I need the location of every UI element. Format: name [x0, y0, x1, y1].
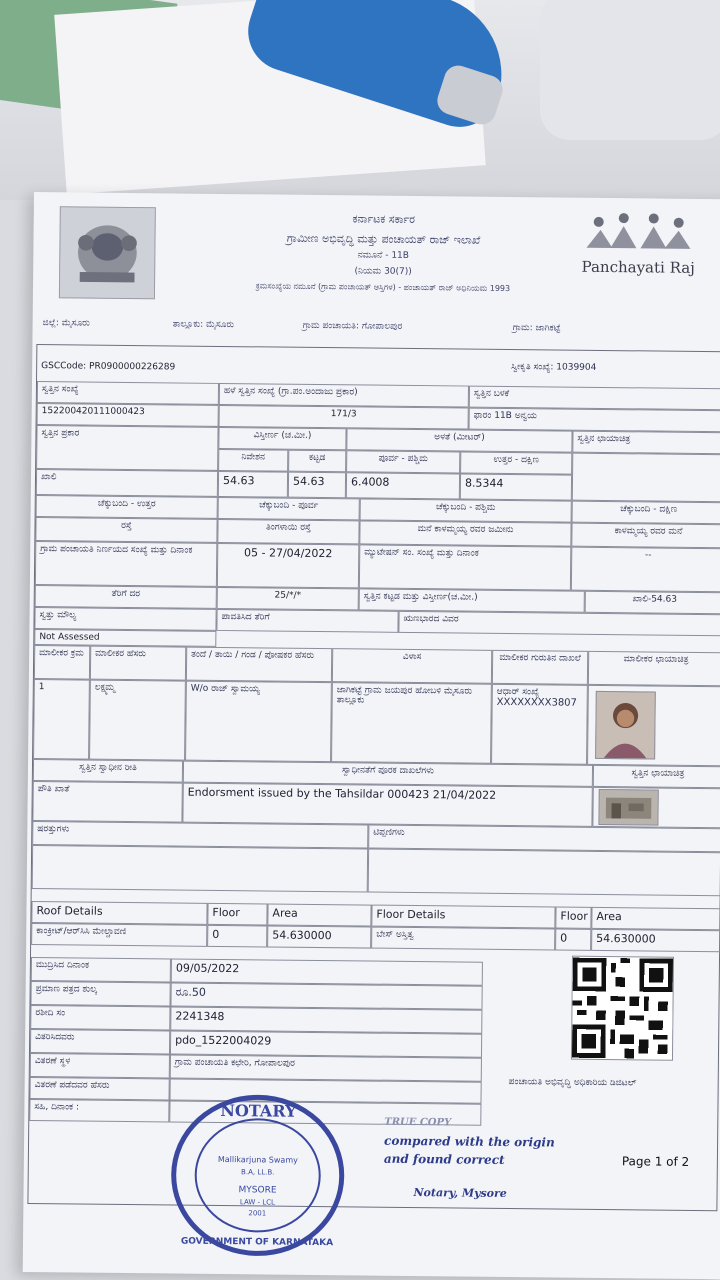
- notary-signature: Notary, Mysore: [413, 1186, 507, 1201]
- location-row: [43, 318, 703, 341]
- old-no: 171/3: [219, 405, 469, 430]
- area-col-a: ನಿವೇಶನ: [218, 449, 288, 472]
- page-number: Page 1 of 2: [621, 1154, 690, 1169]
- floor-area: 54.630000: [591, 929, 720, 952]
- tax-paid-label: ಪಾವತಿಸಿದ ತೆರಿಗೆ: [216, 609, 398, 633]
- boundary-north-label: ಚೆಕ್ಕುಬಂದಿ - ಉತ್ತರ: [36, 495, 218, 519]
- boundary-west: ಮನೆ ಕಾಳಮ್ಮಯ್ಯ ರವರ ಜಮೀನು: [359, 520, 571, 546]
- owner-id-cell: [491, 684, 588, 765]
- property-photo-cell: [572, 453, 720, 503]
- built-area: ಖಾಲಿ-54.63: [585, 591, 720, 614]
- print-date: 09/05/2022: [171, 958, 483, 985]
- usage: ಫಾರಂ 11B ಅನ್ವಯ: [469, 408, 720, 433]
- notes-label: ಟಿಪ್ಪಣಿಗಳು: [368, 825, 720, 853]
- notes-value: [368, 849, 720, 897]
- owner-id: XXXXXXXX3807: [496, 696, 577, 709]
- owner-addr: ಜಾಗಿಕಟ್ಟೆ ಗ್ರಾಮ ಜಯಪುರ ಹೋಬಳಿ ಮೈಸೂರು ತಾಲ್ಲೂಕು: [331, 682, 492, 764]
- karnataka-emblem-icon: [59, 206, 156, 299]
- roof-floor: 0: [207, 925, 267, 948]
- seal-bottom: GOVERNMENT OF KARNATAKA: [180, 1236, 334, 1249]
- owner-photo: [595, 691, 656, 760]
- area-b: 54.63: [288, 472, 346, 499]
- area-a: 54.63: [218, 471, 288, 498]
- roof-floor-label: Floor: [207, 903, 267, 926]
- issue-place-label: ವಿತರಣೆ ಸ್ಥಳ: [30, 1053, 170, 1078]
- panchayati-raj-logo: [573, 212, 704, 277]
- logo-text: Panchayati Raj: [581, 257, 695, 277]
- gov-line: ಕರ್ನಾಟಕ ಸರ್ಕಾರ: [352, 212, 416, 226]
- floor-area-label: Area: [591, 907, 720, 930]
- owner-name-label: ಮಾಲೀಕರ ಹೆಸರು: [90, 646, 186, 681]
- area-label: ವಿಸ್ತೀರ್ಣ (ಚ.ಮೀ.): [218, 427, 346, 450]
- correct-line: and found correct: [383, 1151, 505, 1167]
- type-label: ಸ್ವತ್ತಿನ ಪ್ರಕಾರ: [36, 425, 218, 471]
- liability-label: ಋಣಭಾರದ ವಿವರ: [398, 611, 720, 636]
- taluk: ತಾಲ್ಲೂಕು: ಮೈಸೂರು: [172, 319, 235, 331]
- roof-area: 54.630000: [267, 925, 371, 948]
- issuer: pdo_1522004029: [170, 1030, 482, 1057]
- property-no: 152200420111000423: [37, 403, 219, 427]
- tax-label: ತೆರಿಗೆ ದರ: [35, 585, 217, 609]
- mutation-label: ಮ್ಯುಟೇಷನ್ ಸಂ. ಸಂಖ್ಯೆ ಮತ್ತು ದಿನಾಂಕ: [359, 544, 571, 590]
- owner-sl-label: ಮಾಲೀಕರ ಕ್ರಮ: [34, 645, 90, 680]
- notary-attestation: [384, 1114, 645, 1171]
- document-header: [183, 208, 584, 296]
- boundary-east: ತಿಂಗಳಾಯಿ ರಸ್ತೆ: [217, 519, 359, 544]
- notary-seal-icon: [167, 1091, 349, 1259]
- resolution-label: ಗ್ರಾಮ ಪಂಚಾಯತಿ ನಿರ್ಣಯದ ಸಂಖ್ಯೆ ಮತ್ತು ದಿನಾಂಕ: [35, 541, 217, 587]
- dim-label: ಅಳತೆ (ಮೀಟರ್): [346, 428, 572, 452]
- acq-mode: ಪೌತಿ ಖಾತೆ: [32, 781, 182, 823]
- dim-col-b: ಉತ್ತರ - ದಕ್ಷಿಣ: [460, 451, 572, 474]
- mutation: --: [571, 547, 720, 593]
- owner-id-label: ಮಾಲೀಕರ ಗುರುತಿನ ದಾಖಲೆ: [492, 650, 588, 685]
- remarks-value: [32, 845, 368, 893]
- remarks-label: ಷರತ್ತುಗಳು: [32, 821, 368, 849]
- receipt-label: ರಶೀದಿ ಸಂ: [30, 1005, 170, 1030]
- receipt: 2241348: [170, 1006, 482, 1033]
- area-col-b: ಕಟ್ಟಡ: [288, 450, 346, 473]
- assess-label: ಸ್ವತ್ತು ಮೌಲ್ಯ: [34, 607, 216, 631]
- village: ಗ್ರಾಮ: ಜಾಗಿಕಟ್ಟೆ: [512, 323, 561, 334]
- print-date-label: ಮುದ್ರಿಸಿದ ದಿನಾಂಕ: [31, 957, 171, 982]
- true-copy: TRUE COPY: [384, 1116, 452, 1129]
- owner-id-type: ಆಧಾರ್ ಸಂಖ್ಯೆ: [496, 686, 540, 698]
- seal-name: Mallikarjuna Swamy: [217, 1154, 298, 1165]
- boundary-south: ಕಾಳಮ್ಮಯ್ಯ ರವರ ಮನೆ: [571, 523, 720, 549]
- acq-docs: Endorsment issued by the Tahsildar 000423 21/04/2022: [182, 783, 592, 827]
- floor-details-label: Floor Details: [371, 905, 555, 929]
- plastic-jar: [540, 0, 720, 140]
- seal-degree: B.A, LL.B.: [241, 1168, 275, 1177]
- digital-signature-note: ಪಂಚಾಯತಿ ಅಭಿವೃದ್ಧಿ ಅಧಿಕಾರಿಯ ಡಿಜಿಟಲ್: [508, 1077, 637, 1089]
- boundary-east-label: ಚೆಕ್ಕುಬಂದಿ - ಪೂರ್ವ: [218, 497, 360, 520]
- owner-rel-label: ತಂದೆ / ತಾಯಿ / ಗಂಡ / ಪೋಷಕರ ಹೆಸರು: [186, 647, 332, 683]
- acq-photo-label: ಸ್ವತ್ತಿನ ಛಾಯಾಚಿತ್ರ: [593, 765, 720, 788]
- acq-docs-label: ಸ್ವಾಧೀನತೆಗೆ ಪೂರಕ ದಾಖಲೆಗಳು: [183, 761, 593, 787]
- dept-line: ಗ್ರಾಮೀಣ ಅಭಿವೃದ್ಧಿ ಮತ್ತು ಪಂಚಾಯತ್ ರಾಜ್ ಇಲಾಖೆ: [286, 231, 481, 247]
- seal-city: MYSORE: [238, 1185, 277, 1196]
- owner-photo-label: ಮಾಲೀಕರ ಛಾಯಾಚಿತ್ರ: [588, 651, 720, 686]
- resolution: 05 - 27/04/2022: [217, 543, 359, 588]
- owner-sl: 1: [33, 679, 90, 760]
- assess-value: Not Assessed: [34, 629, 216, 647]
- boundary-west-label: ಚೆಕ್ಕುಬಂದಿ - ಪಶ್ಚಿಮ: [360, 498, 572, 522]
- roof-type: ಕಾಂಕ್ರೀಟ್‌/ಆರ್‌ಸಿಸಿ ಮೇಲ್ಚಾವಣಿ: [31, 923, 207, 947]
- rule-line: ಕ್ರಮಸಂಖ್ಯೆಯ ನಮೂನೆ (ಗ್ರಾಮ ಪಂಚಾಯತ್ ಆಸ್ತಿಗಳ) - ಪಂಚಾಯತ್ ರಾಜ್ ಅಧಿನಿಯಮ 1993: [255, 281, 511, 293]
- desk-background: [0, 0, 720, 200]
- type-value: ಖಾಲಿ: [36, 469, 218, 497]
- roof-details-label: Roof Details: [31, 901, 207, 925]
- gsc-code: GSCCode: PR0900000226289: [41, 361, 176, 373]
- qr-code-icon: [571, 956, 674, 1061]
- boundary-south-label: ಚೆಕ್ಕುಬಂದಿ - ದಕ್ಷಿಣ: [572, 501, 720, 525]
- boundary-north: ರಸ್ತೆ: [35, 517, 217, 543]
- owner-rel: W/o ರಾಜ್ ಸ್ವಾಮಯ್ಯ: [185, 681, 332, 763]
- people-logo-icon: [578, 212, 698, 253]
- fee-label: ಪ್ರಮಾಣ ಪತ್ರದ ಶುಲ್ಕ: [30, 981, 170, 1006]
- property-site-photo: [598, 789, 658, 826]
- form-line: ನಮೂನೆ - 11B: [357, 250, 410, 261]
- property-certificate: [23, 192, 720, 1279]
- old-no-label: ಹಳೆ ಸ್ವತ್ತಿನ ಸಂಖ್ಯೆ (ಗ್ರಾ.ಪಂ.ಅಂದಾಜು ಪ್ರಕಾರ): [219, 383, 469, 408]
- owner-name: ಲಕ್ಷ್ಮಮ್ಮ: [89, 680, 186, 761]
- section-line: (ನಿಯಮ 30(7)): [354, 266, 412, 277]
- issuer-label: ವಿತರಿಸಿದವರು: [30, 1029, 170, 1054]
- ack-number: ಸ್ವೀಕೃತಿ ಸಂಖ್ಯೆ: 1039904: [511, 362, 597, 373]
- floor-type: ಬೇಸ್ ಅಸ್ತಿತ್ವ: [371, 927, 555, 951]
- seal-reg: LAW - LCL: [239, 1198, 276, 1207]
- usage-label: ಸ್ವತ್ತಿನ ಬಳಕೆ: [469, 386, 720, 411]
- fee: ರೂ.50: [170, 982, 482, 1009]
- tax: 25/*/*: [217, 587, 359, 610]
- floor-floor: 0: [555, 928, 591, 950]
- issue-place: ಗ್ರಾಮ ಪಂಚಾಯತಿ ಕಛೇರಿ, ಗೋಪಾಲಪುರ: [170, 1054, 482, 1081]
- dim-a: 6.4008: [346, 472, 460, 499]
- owner-addr-label: ವಿಳಾಸ: [332, 648, 492, 684]
- roof-area-label: Area: [267, 903, 371, 926]
- dim-b: 8.5344: [460, 473, 572, 500]
- compared-line: compared with the origin: [384, 1133, 555, 1150]
- acq-label: ಸ್ವತ್ತಿನ ಸ್ವಾಧೀನ ರೀತಿ: [33, 759, 183, 783]
- built-area-label: ಸ್ವತ್ತಿನ ಕಟ್ಟಡ ಮತ್ತು ವಿಸ್ತೀರ್ಣ(ಚ.ಮೀ.): [359, 588, 585, 612]
- property-no-label: ಸ್ವತ್ತಿನ ಸಂಖ್ಯೆ: [37, 381, 219, 405]
- dim-col-a: ಪೂರ್ವ - ಪಶ್ಚಿಮ: [346, 450, 460, 473]
- photo-label: ಸ್ವತ್ತಿನ ಛಾಯಾಚಿತ್ರ: [572, 431, 720, 455]
- gram-panchayat: ಗ್ರಾಮ ಪಂಚಾಯತಿ: ಗೋಪಾಲಪುರ: [302, 320, 403, 332]
- seal-top: NOTARY: [220, 1101, 297, 1121]
- sign-date-label: ಸಹಿ, ದಿನಾಂಕ :: [29, 1099, 169, 1122]
- district: ಜಿಲ್ಲೆ: ಮೈಸೂರು: [42, 318, 90, 329]
- seal-year: 2001: [248, 1209, 267, 1218]
- floor-floor-label: Floor: [555, 907, 591, 929]
- issued-to-label: ವಿತರಣೆ ಪಡೆದವರ ಹೆಸರು: [30, 1077, 170, 1100]
